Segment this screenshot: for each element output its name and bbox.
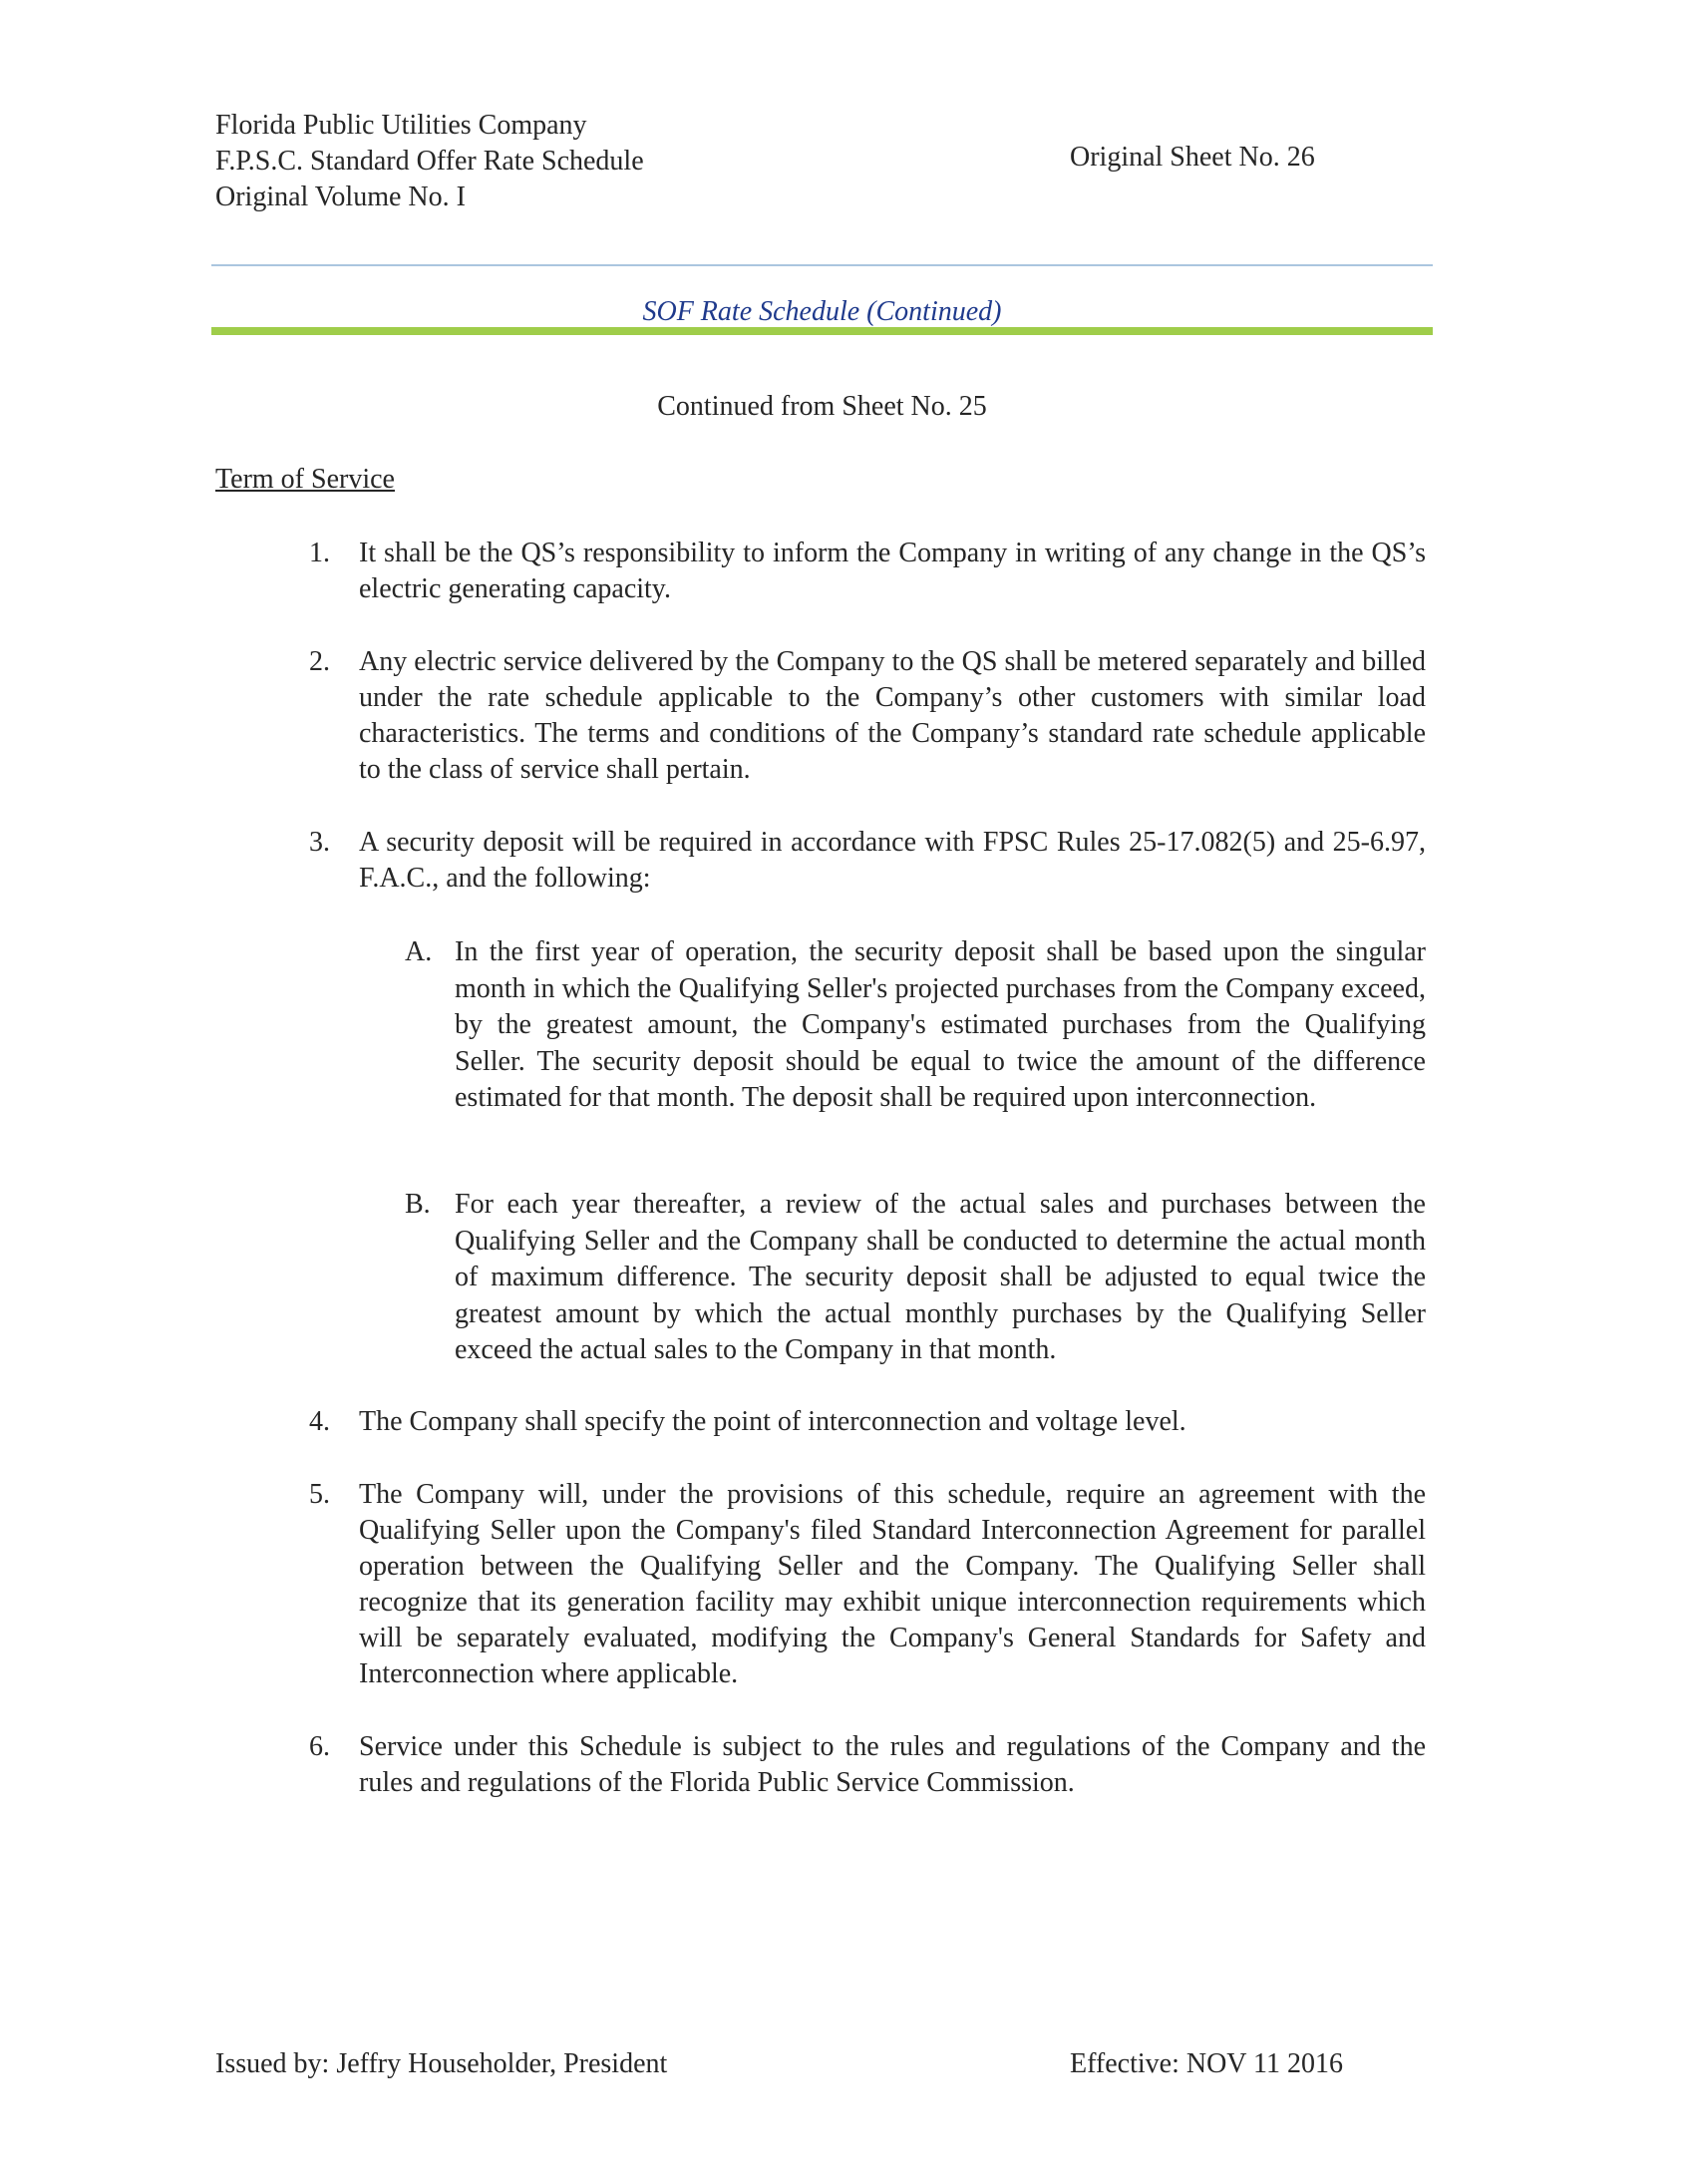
list-item-text: It shall be the QS’s responsibility to inform the Company in writing of any change in the QS’s electric generating capacity. [359,538,1426,604]
list-item-number: 2. [309,646,330,677]
sub-item-letter: A. [405,936,433,967]
schedule-subtitle: SOF Rate Schedule (Continued) [642,296,1002,327]
header-company-name: Florida Public Utilities Company [215,110,587,141]
sub-item-text: In the first year of operation, the security deposit shall be based upon the singular month in which the Qualifying Seller's projected purchases from the Company exceed, by the greatest amount, the Company's estimated purchases from the Qualifying Seller. The security deposit should be equal to twice the amount of the difference estimated for that month. The deposit shall be required upon interconnection. [455,936,1426,1113]
list-item-text: The Company shall specify the point of interconnection and voltage level. [359,1406,1186,1437]
list-item-text: A security deposit will be required in accordance with FPSC Rules 25-17.082(5) and 25-6.97, F.A.C., and the following: [359,827,1426,894]
footer-issued-by: Issued by: Jeffry Householder, President [215,2048,668,2079]
list-item-text: Any electric service delivered by the Company to the QS shall be metered separately and billed under the rate schedule applicable to the Company’s other customers with similar load characteristics. The terms and conditions of the Company’s standard rate schedule applicable to the class of service shall pertain. [359,646,1426,785]
footer-effective-date: Effective: NOV 11 2016 [1070,2048,1343,2079]
header-volume: Original Volume No. I [215,182,466,212]
divider-green [211,327,1433,335]
list-item-number: 4. [309,1406,330,1437]
divider-blue [211,264,1433,266]
list-item-number: 3. [309,827,330,858]
list-item-number: 6. [309,1731,330,1762]
section-title: Term of Service [215,464,395,495]
list-item-number: 5. [309,1479,330,1510]
list-item-number: 1. [309,538,330,568]
header-sheet-number: Original Sheet No. 26 [1070,142,1315,173]
list-item-text: The Company will, under the provisions of this schedule, require an agreement with the Qualifying Seller upon the Company's filed Standard Interconnection Agreement for parallel operation between the Qualifying Seller and the Company. The Qualifying Seller shall recognize that its generation facility may exhibit unique interconnection requirements which will be separately evaluated, modifying the Company's General Standards for Safety and Interconnection where applicable. [359,1479,1426,1689]
sub-item-text: For each year thereafter, a review of the actual sales and purchases between the Qualifying Seller and the Company shall be conducted to determine the actual month of maximum difference. The security deposit shall be adjusted to equal twice the greatest amount by which the actual monthly purchases by the Qualifying Seller exceed the actual sales to the Company in that month. [455,1189,1426,1365]
header-company-block [215,108,644,215]
continued-note: Continued from Sheet No. 25 [657,391,987,422]
sub-item-letter: B. [405,1189,431,1220]
header-schedule-name: F.P.S.C. Standard Offer Rate Schedule [215,146,644,177]
list-item-text: Service under this Schedule is subject to the rules and regulations of the Company and the rules and regulations of the Florida Public Service Commission. [359,1731,1426,1798]
